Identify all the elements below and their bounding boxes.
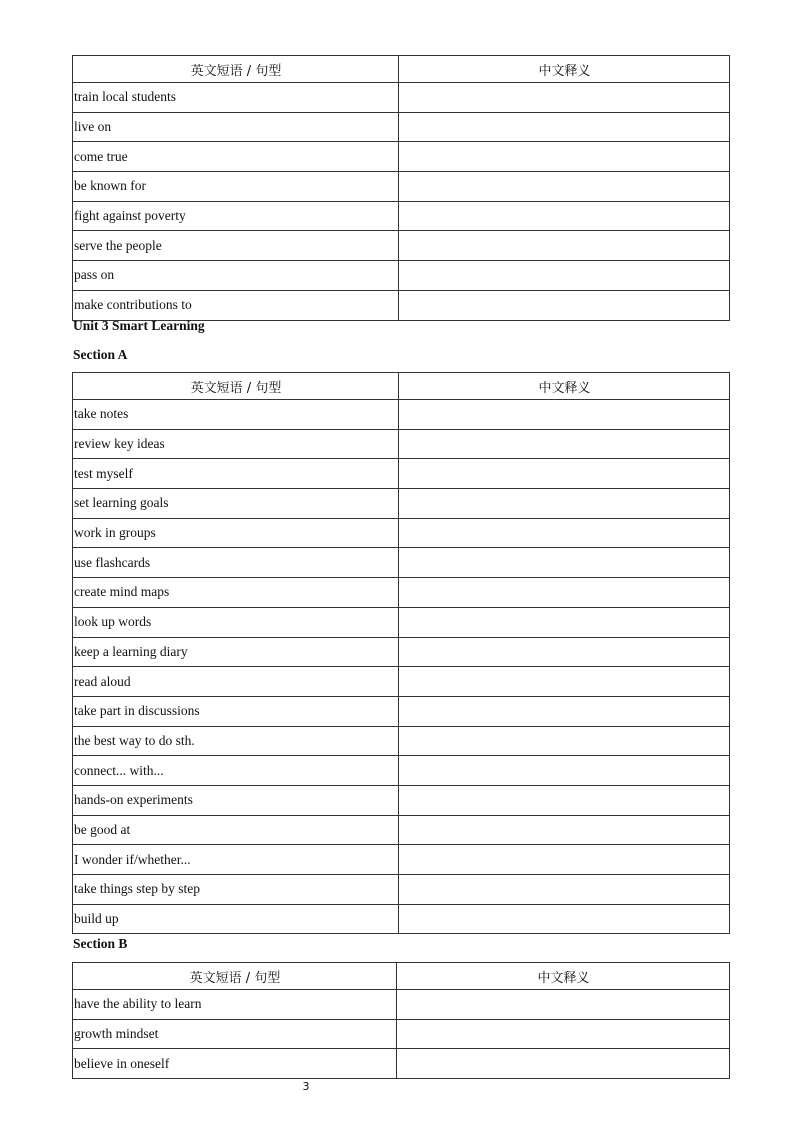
- table-row: [73, 785, 730, 815]
- english-phrase: review key ideas: [73, 429, 399, 459]
- english-phrase: live on: [73, 112, 399, 142]
- table-row: [73, 578, 730, 608]
- chinese-meaning-blank[interactable]: [399, 518, 730, 548]
- table-row: [73, 83, 730, 113]
- chinese-meaning-blank[interactable]: [399, 429, 730, 459]
- table-row: [73, 548, 730, 578]
- english-phrase: look up words: [73, 607, 399, 637]
- english-phrase: take part in discussions: [73, 696, 399, 726]
- english-phrase: work in groups: [73, 518, 399, 548]
- english-phrase: train local students: [73, 83, 399, 113]
- chinese-meaning-blank[interactable]: [399, 637, 730, 667]
- table-row: [73, 607, 730, 637]
- table-header-row: [73, 56, 730, 83]
- english-phrase: read aloud: [73, 667, 399, 697]
- table-row: [73, 696, 730, 726]
- table-row: [73, 172, 730, 202]
- table-row: [73, 261, 730, 291]
- table-row: [73, 815, 730, 845]
- chinese-meaning-blank[interactable]: [399, 667, 730, 697]
- english-phrase: keep a learning diary: [73, 637, 399, 667]
- chinese-meaning-blank[interactable]: [399, 400, 730, 430]
- chinese-meaning-blank[interactable]: [399, 785, 730, 815]
- chinese-meaning-blank[interactable]: [399, 845, 730, 875]
- chinese-meaning-blank[interactable]: [399, 83, 730, 113]
- chinese-meaning-blank[interactable]: [399, 231, 730, 261]
- english-phrase: I wonder if/whether...: [73, 845, 399, 875]
- table-row: [73, 875, 730, 905]
- chinese-meaning-blank[interactable]: [399, 201, 730, 231]
- table-row: [73, 231, 730, 261]
- chinese-meaning-blank[interactable]: [399, 815, 730, 845]
- english-phrase: take notes: [73, 400, 399, 430]
- english-phrase: pass on: [73, 261, 399, 291]
- chinese-meaning-blank[interactable]: [399, 726, 730, 756]
- english-phrase: set learning goals: [73, 489, 399, 519]
- chinese-meaning-blank[interactable]: [397, 1049, 730, 1079]
- english-phrase: be good at: [73, 815, 399, 845]
- english-phrase: test myself: [73, 459, 399, 489]
- chinese-meaning-blank[interactable]: [399, 578, 730, 608]
- chinese-meaning-blank[interactable]: [397, 1019, 730, 1049]
- english-phrase: growth mindset: [73, 1019, 397, 1049]
- header-chinese: 中文释义: [399, 56, 730, 83]
- vocab-table-section-a: [72, 372, 730, 934]
- table-row: [73, 518, 730, 548]
- chinese-meaning-blank[interactable]: [399, 696, 730, 726]
- table-row: [73, 142, 730, 172]
- chinese-meaning-blank[interactable]: [399, 548, 730, 578]
- chinese-meaning-blank[interactable]: [399, 756, 730, 786]
- chinese-meaning-blank[interactable]: [399, 142, 730, 172]
- chinese-meaning-blank[interactable]: [399, 290, 730, 320]
- header-english: 英文短语 / 句型: [73, 963, 397, 990]
- chinese-meaning-blank[interactable]: [399, 904, 730, 934]
- section-b-heading: Section B: [73, 936, 128, 951]
- chinese-meaning-blank[interactable]: [399, 875, 730, 905]
- vocab-table-unit2: [72, 55, 730, 321]
- header-chinese: 中文释义: [397, 963, 730, 990]
- vocab-table-section-b: [72, 962, 730, 1079]
- table-row: [73, 489, 730, 519]
- header-english: 英文短语 / 句型: [73, 373, 399, 400]
- english-phrase: fight against poverty: [73, 201, 399, 231]
- english-phrase: serve the people: [73, 231, 399, 261]
- english-phrase: connect... with...: [73, 756, 399, 786]
- table-row: [73, 726, 730, 756]
- english-phrase: create mind maps: [73, 578, 399, 608]
- table-row: [73, 756, 730, 786]
- chinese-meaning-blank[interactable]: [399, 172, 730, 202]
- header-chinese: 中文释义: [399, 373, 730, 400]
- table-row: [73, 290, 730, 320]
- chinese-meaning-blank[interactable]: [399, 459, 730, 489]
- chinese-meaning-blank[interactable]: [399, 489, 730, 519]
- table-row: [73, 201, 730, 231]
- table-header-row: [73, 963, 730, 990]
- table-row: [73, 845, 730, 875]
- table-row: [73, 459, 730, 489]
- table-row: [73, 637, 730, 667]
- chinese-meaning-blank[interactable]: [399, 607, 730, 637]
- unit-title: Unit 3 Smart Learning: [73, 318, 205, 333]
- english-phrase: use flashcards: [73, 548, 399, 578]
- table-row: [73, 429, 730, 459]
- english-phrase: make contributions to: [73, 290, 399, 320]
- chinese-meaning-blank[interactable]: [399, 112, 730, 142]
- english-phrase: build up: [73, 904, 399, 934]
- table-row: [73, 112, 730, 142]
- table-header-row: [73, 373, 730, 400]
- english-phrase: hands-on experiments: [73, 785, 399, 815]
- table-row: [73, 1019, 730, 1049]
- english-phrase: be known for: [73, 172, 399, 202]
- chinese-meaning-blank[interactable]: [399, 261, 730, 291]
- table-row: [73, 400, 730, 430]
- header-english: 英文短语 / 句型: [73, 56, 399, 83]
- page-number: 3: [302, 1080, 310, 1093]
- english-phrase: the best way to do sth.: [73, 726, 399, 756]
- english-phrase: believe in oneself: [73, 1049, 397, 1079]
- english-phrase: have the ability to learn: [73, 990, 397, 1020]
- table-row: [73, 1049, 730, 1079]
- chinese-meaning-blank[interactable]: [397, 990, 730, 1020]
- table-row: [73, 990, 730, 1020]
- english-phrase: come true: [73, 142, 399, 172]
- english-phrase: take things step by step: [73, 875, 399, 905]
- table-row: [73, 667, 730, 697]
- table-row: [73, 904, 730, 934]
- section-a-heading: Section A: [73, 347, 128, 362]
